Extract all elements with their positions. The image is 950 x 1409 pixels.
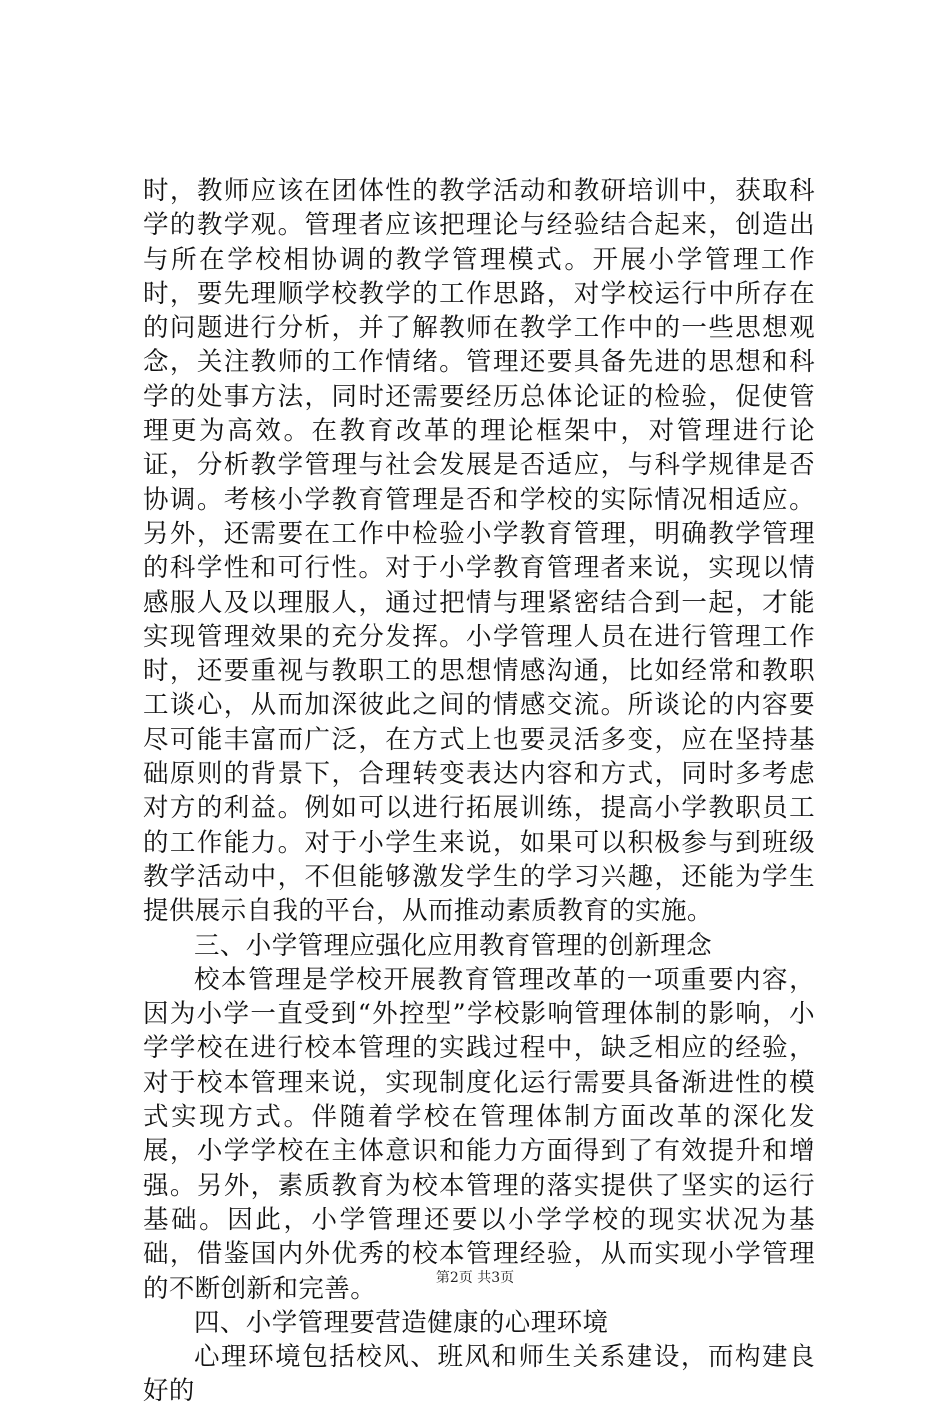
- page-number-label: 第2页 共3页: [435, 1270, 515, 1286]
- paragraph-school-based-management: 校本管理是学校开展教育管理改革的一项重要内容，因为小学一直受到“外控型”学校影响管理体制的影响，小学学校在进行校本管理的实践过程中，缺乏相应的经验，对于校本管理来说，实现制度化运行需要具备渐进性的模式实现方式。伴随着学校在管理体制方面改革的深化发展，小学学校在主体意识和能力方面得到了有效提升和增强。另外，素质教育为校本管理的落实提供了坚实的运行基础。因此，小学管理还要以小学学校的现实状况为基础，借鉴国内外优秀的校本管理经验，从而实现小学管理的不断创新和完善。: [143, 964, 815, 1304]
- paragraph-psychological-environment: 心理环境包括校风、班风和师生关系建设，而构建良好的: [143, 1342, 815, 1407]
- document-body: [143, 174, 815, 1409]
- paragraph-continuation: 时，教师应该在团体性的教学活动和教研培训中，获取科学的教学观。管理者应该把理论与经验结合起来，创造出与所在学校相协调的教学管理模式。开展小学管理工作时，要先理顺学校教学的工作思路，对学校运行中所存在的问题进行分析，并了解教师在教学工作中的一些思想观念，关注教师的工作情绪。管理还要具备先进的思想和科学的处事方法，同时还需要经历总体论证的检验，促使管理更为高效。在教育改革的理论框架中，对管理进行论证，分析教学管理与社会发展是否适应，与科学规律是否协调。考核小学教育管理是否和学校的实际情况相适应。另外，还需要在工作中检验小学教育管理，明确教学管理的科学性和可行性。对于小学教育管理者来说，实现以情感服人及以理服人，通过把情与理紧密结合到一起，才能实现管理效果的充分发挥。小学管理人员在进行管理工作时，还要重视与教职工的思想情感沟通，比如经常和教职工谈心，从而加深彼此之间的情感交流。所谈论的内容要尽可能丰富而广泛，在方式上也要灵活多变，应在坚持基础原则的背景下，合理转变表达内容和方式，同时多考虑对方的利益。例如可以进行拓展训练，提高小学教职员工的工作能力。对于小学生来说，如果可以积极参与到班级教学活动中，不但能够激发学生的学习兴趣，还能为学生提供展示自我的平台，从而推动素质教育的实施。: [143, 176, 815, 927]
- page-footer: [0, 1268, 950, 1288]
- section-heading-3: 三、小学管理应强化应用教育管理的创新理念: [194, 930, 713, 961]
- section-heading-4: 四、小学管理要营造健康的心理环境: [194, 1307, 609, 1338]
